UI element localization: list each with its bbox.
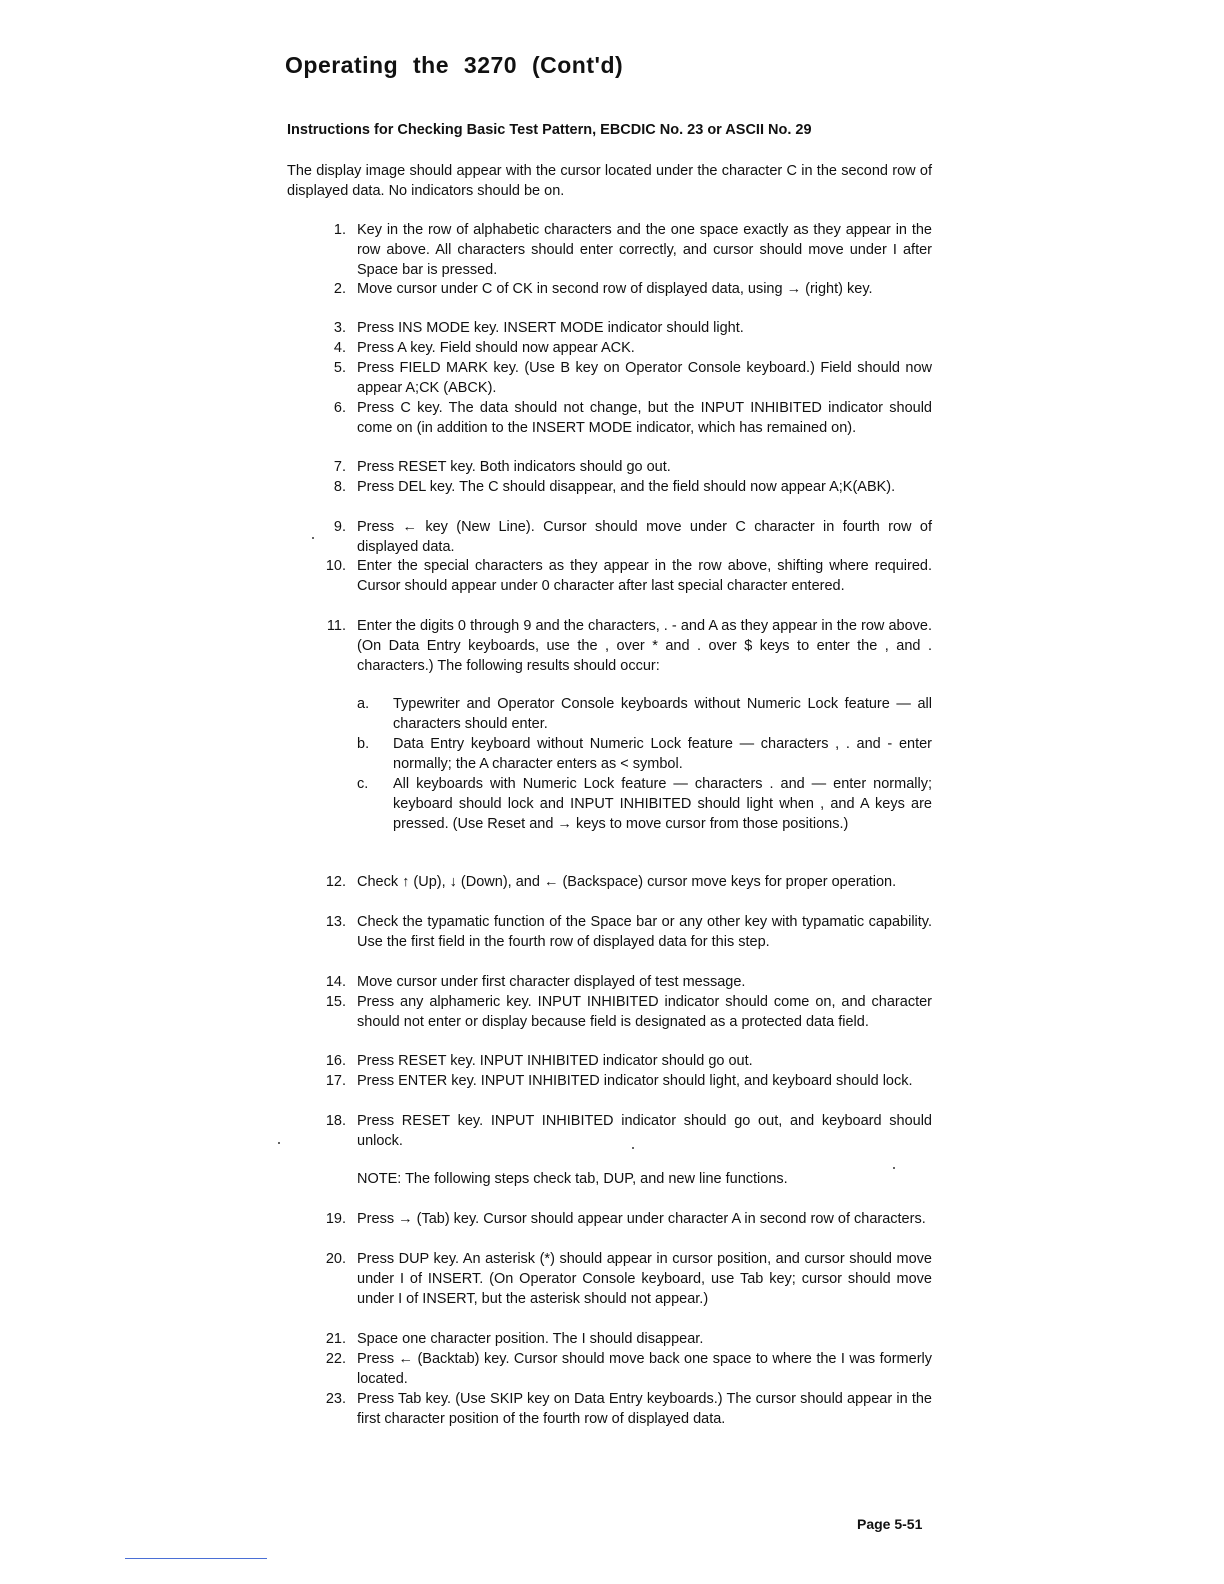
sub-item-label: b.	[357, 736, 370, 752]
sub-item-label: c.	[357, 776, 369, 792]
step-text: Press ENTER key. INPUT INHIBITED indicator should light, and keyboard should lock.	[357, 1073, 913, 1089]
step-number: 5.	[333, 360, 346, 376]
step-number: 9.	[333, 519, 346, 535]
step-text: Press RESET key. INPUT INHIBITED indicator should go out, and keyboard should unlock.	[357, 1113, 932, 1149]
step-number: 22.	[325, 1351, 346, 1367]
page-title: Operating the 3270 (Cont'd)	[285, 52, 624, 78]
step-number: 20.	[325, 1251, 346, 1267]
step-text: Press DUP key. An asterisk (*) should appear in cursor position, and cursor should move under I of INSERT. (On Operator Console keyboard, use Tab key; cursor should move under I of INSERT, but the asterisk should not appear.)	[357, 1251, 932, 1307]
step-number: 13.	[325, 914, 346, 930]
step-text: Press ← key (New Line). Cursor should move under C character in fourth row of displayed data.	[357, 519, 932, 555]
step-text: Space one character position. The I should disappear.	[357, 1331, 704, 1347]
intro-paragraph: The display image should appear with the cursor located under the character C in the second row of displayed data. No indicators should be on.	[287, 163, 932, 199]
sub-item-text: All keyboards with Numeric Lock feature — characters . and — enter normally; keyboard should lock and INPUT INHIBITED should light when , and A keys are pressed. (Use Reset and → keys to move cursor from those positions.)	[393, 776, 932, 832]
note-text: NOTE: The following steps check tab, DUP, and new line functions.	[357, 1171, 788, 1187]
step-number: 11.	[326, 618, 346, 634]
step-number: 2.	[333, 281, 346, 297]
step-text: Press → (Tab) key. Cursor should appear under character A in second row of characters.	[357, 1211, 926, 1227]
scan-speck	[312, 537, 314, 539]
sub-item-label: a.	[357, 696, 370, 712]
step-number: 23.	[325, 1391, 346, 1407]
sub-item-text: Typewriter and Operator Console keyboards without Numeric Lock feature — all characters should enter.	[393, 696, 932, 732]
step-text: Press RESET key. Both indicators should go out.	[357, 459, 671, 475]
step-text: Key in the row of alphabetic characters and the one space exactly as they appear in the row above. All characters should enter correctly, and cursor should move under I after Space bar is pressed.	[357, 222, 932, 278]
step-text: Press any alphameric key. INPUT INHIBITED indicator should come on, and character should not enter or display because field is designated as a protected data field.	[357, 994, 932, 1030]
step-number: 16.	[325, 1053, 346, 1069]
step-number: 6.	[333, 400, 346, 416]
bottom-divider	[125, 1558, 267, 1559]
scan-speck	[632, 1147, 634, 1149]
scan-speck	[893, 1167, 895, 1169]
page-number: Page 5-51	[857, 1516, 923, 1532]
step-text: Press DEL key. The C should disappear, and the field should now appear A;K(ABK).	[357, 479, 896, 495]
step-text: Press FIELD MARK key. (Use B key on Operator Console keyboard.) Field should now appear A;CK (ABCK).	[357, 360, 932, 396]
step-text: Press A key. Field should now appear ACK.	[357, 340, 635, 356]
step-text: Press ← (Backtab) key. Cursor should move back one space to where the I was formerly located.	[357, 1351, 932, 1387]
step-number: 3.	[333, 320, 346, 336]
step-text: Check ↑ (Up), ↓ (Down), and ← (Backspace) cursor move keys for proper operation.	[357, 874, 897, 890]
step-number: 1.	[333, 222, 346, 238]
step-text: Enter the digits 0 through 9 and the characters, . - and A as they appear in the row above. (On Data Entry keyboards, use the , over * and . over $ keys to enter the , and . characters.) The following results should occur:	[357, 618, 932, 674]
step-text: Press RESET key. INPUT INHIBITED indicator should go out.	[357, 1053, 753, 1069]
step-number: 17.	[325, 1073, 346, 1089]
step-number: 10.	[325, 558, 346, 574]
sub-item-text: Data Entry keyboard without Numeric Lock feature — characters , . and - enter normally; the A character enters as < symbol.	[393, 736, 932, 772]
step-number: 8.	[333, 479, 346, 495]
step-number: 12.	[325, 874, 346, 890]
step-number: 21.	[325, 1331, 346, 1347]
step-text: Press Tab key. (Use SKIP key on Data Entry keyboards.) The cursor should appear in the first character position of the fourth row of displayed data.	[357, 1391, 932, 1427]
step-text: Press C key. The data should not change, but the INPUT INHIBITED indicator should come on (in addition to the INSERT MODE indicator, which has remained on).	[357, 400, 932, 436]
step-text: Press INS MODE key. INSERT MODE indicator should light.	[357, 320, 744, 336]
step-text: Check the typamatic function of the Space bar or any other key with typamatic capability. Use the first field in the fourth row of displayed data for this step.	[357, 914, 932, 950]
step-number: 4.	[333, 340, 346, 356]
step-number: 18.	[325, 1113, 346, 1129]
step-number: 14.	[325, 974, 346, 990]
step-text: Move cursor under first character displayed of test message.	[357, 974, 746, 990]
step-number: 15.	[325, 994, 346, 1010]
section-subtitle: Instructions for Checking Basic Test Pattern, EBCDIC No. 23 or ASCII No. 29	[287, 122, 812, 138]
step-text: Move cursor under C of CK in second row of displayed data, using → (right) key.	[357, 281, 873, 297]
step-text: Enter the special characters as they appear in the row above, shifting where required. Cursor should appear under 0 character after last special character entered.	[357, 558, 932, 594]
scan-speck	[278, 1142, 280, 1144]
step-number: 19.	[325, 1211, 346, 1227]
step-number: 7.	[333, 459, 346, 475]
